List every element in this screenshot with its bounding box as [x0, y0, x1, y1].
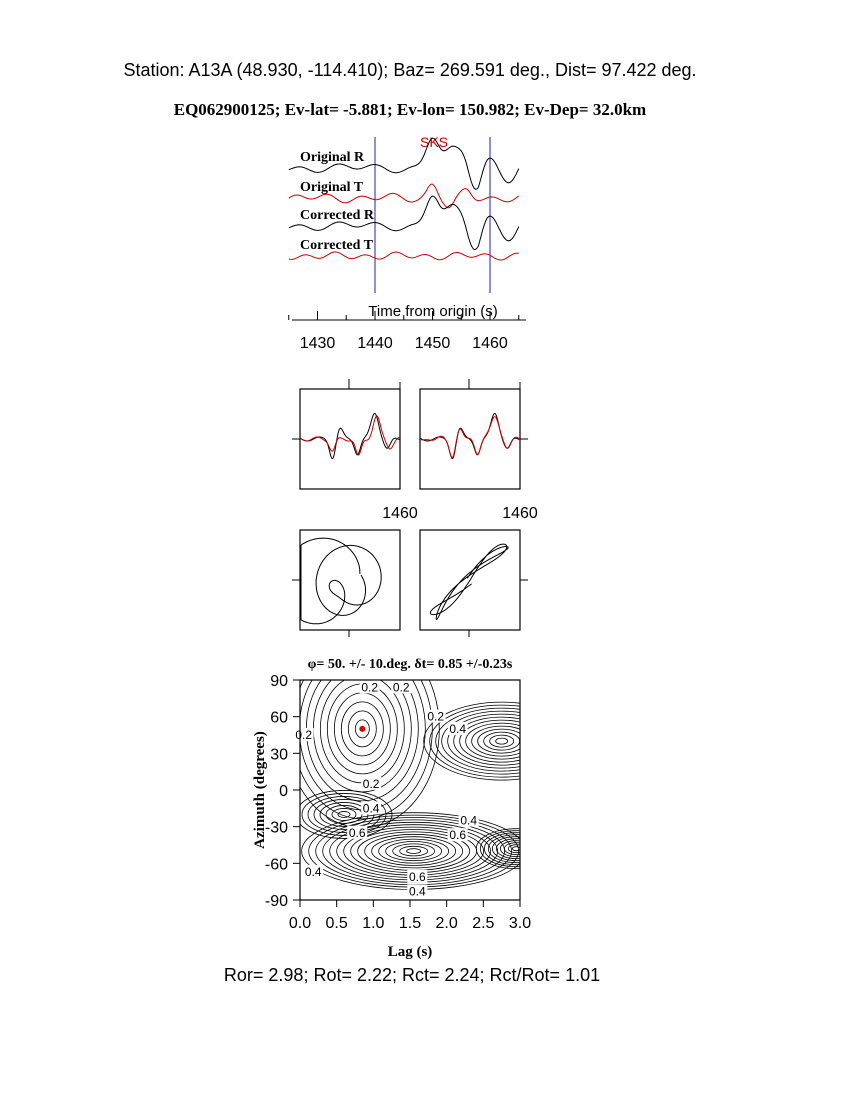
lag-tick-label: 2.0 [435, 915, 458, 932]
contour-label: 0.2 [362, 776, 380, 791]
time-axis-label: Time from origin (s) [368, 303, 498, 320]
overlay-tick-label: 1460 [382, 505, 418, 522]
contour-line [496, 738, 508, 744]
particle-motion-panels [292, 530, 528, 637]
contour-line [484, 833, 548, 865]
series-label-corrected-r: Corrected R [300, 208, 374, 223]
time-tick-label: 1430 [299, 335, 336, 352]
contour-label: 0.2 [295, 728, 313, 742]
series-label-original-r: Original R [300, 150, 365, 165]
series-label-original-t: Original T [300, 180, 364, 195]
time-tick-label: 1450 [414, 335, 451, 352]
azimuth-tick-label: 30 [270, 746, 288, 764]
contour-line [436, 708, 568, 774]
seismogram-panel [289, 134, 526, 352]
particle-motion-corrected [430, 544, 508, 619]
contour-line [478, 729, 526, 753]
event-line: EQ062900125; Ev-lat= -5.881; Ev-lon= 150.982; Ev-Dep= 32.0km [173, 100, 647, 119]
contour-label: 0.4 [304, 864, 322, 879]
overlay-trace-r-corrected [420, 414, 520, 459]
contour-line [508, 845, 524, 853]
lag-tick-label: 3.0 [508, 915, 532, 932]
time-tick-label: 1440 [357, 335, 393, 352]
contour-label: 0.2 [361, 680, 379, 695]
contour-label: 0.4 [460, 813, 478, 828]
ratios-line: Ror= 2.98; Rot= 2.22; Rct= 2.24; Rct/Rot= 1.01 [223, 965, 601, 985]
lag-axis-label: Lag (s) [387, 944, 433, 960]
lag-tick-label: 0.5 [325, 915, 348, 932]
contour-line [496, 839, 536, 859]
series-label-corrected-t: Corrected T [300, 238, 373, 253]
lag-tick-label: 1.0 [362, 915, 385, 932]
contour-label: 0.6 [408, 869, 426, 884]
contour-line [400, 846, 428, 856]
energy-contour-panel [252, 630, 580, 960]
phase-label: SKS [419, 134, 449, 150]
station-line: Station: A13A (48.930, -114.410); Baz= 269.591 deg., Dist= 97.422 deg. [123, 60, 697, 80]
contour-label: 0.6 [449, 828, 467, 843]
contour-line [379, 839, 449, 863]
best-fit-marker [359, 726, 365, 732]
overlay-tick-label: 1460 [502, 505, 538, 522]
overlay-trace-t-corrected [420, 417, 520, 458]
azimuth-tick-label: 60 [270, 709, 288, 727]
contour-label: 0.4 [362, 801, 380, 816]
contour-line [472, 726, 532, 756]
contour-line [454, 717, 550, 765]
contour-line [430, 705, 574, 777]
overlay-panels [292, 379, 538, 522]
lag-tick-label: 2.5 [472, 915, 495, 932]
contour-line [407, 849, 421, 854]
contour-line [332, 808, 356, 820]
overlay-trace-r-original [300, 414, 400, 459]
contour-title: φ= 50. +/- 10.deg. δt= 0.85 +/-0.23s [307, 657, 513, 672]
contour-label: 0.6 [348, 825, 366, 840]
contour-label: 0.2 [392, 680, 410, 695]
azimuth-tick-label: -60 [264, 856, 288, 874]
contour-label: 0.4 [408, 884, 426, 899]
overlay-trace-t-original [300, 416, 400, 455]
contour-line [490, 735, 514, 747]
contour-line [386, 842, 442, 861]
contour-label: 0.2 [427, 709, 445, 724]
contour-line [466, 723, 538, 759]
trace-corrected-t [289, 252, 519, 260]
lag-tick-label: 0.0 [288, 915, 312, 932]
azimuth-tick-label: 90 [270, 673, 288, 690]
particle-motion-original [301, 538, 381, 624]
time-tick-label: 1460 [472, 335, 508, 352]
azimuth-tick-label: 0 [279, 783, 288, 800]
azimuth-tick-label: -30 [264, 819, 288, 837]
contour-line [512, 847, 520, 851]
contour-label: 0.4 [449, 721, 467, 736]
lag-tick-label: 1.5 [398, 915, 422, 932]
azimuth-tick-label: -90 [264, 893, 288, 910]
azimuth-axis-label: Azimuth (degrees) [252, 731, 268, 849]
contour-line [372, 837, 456, 866]
